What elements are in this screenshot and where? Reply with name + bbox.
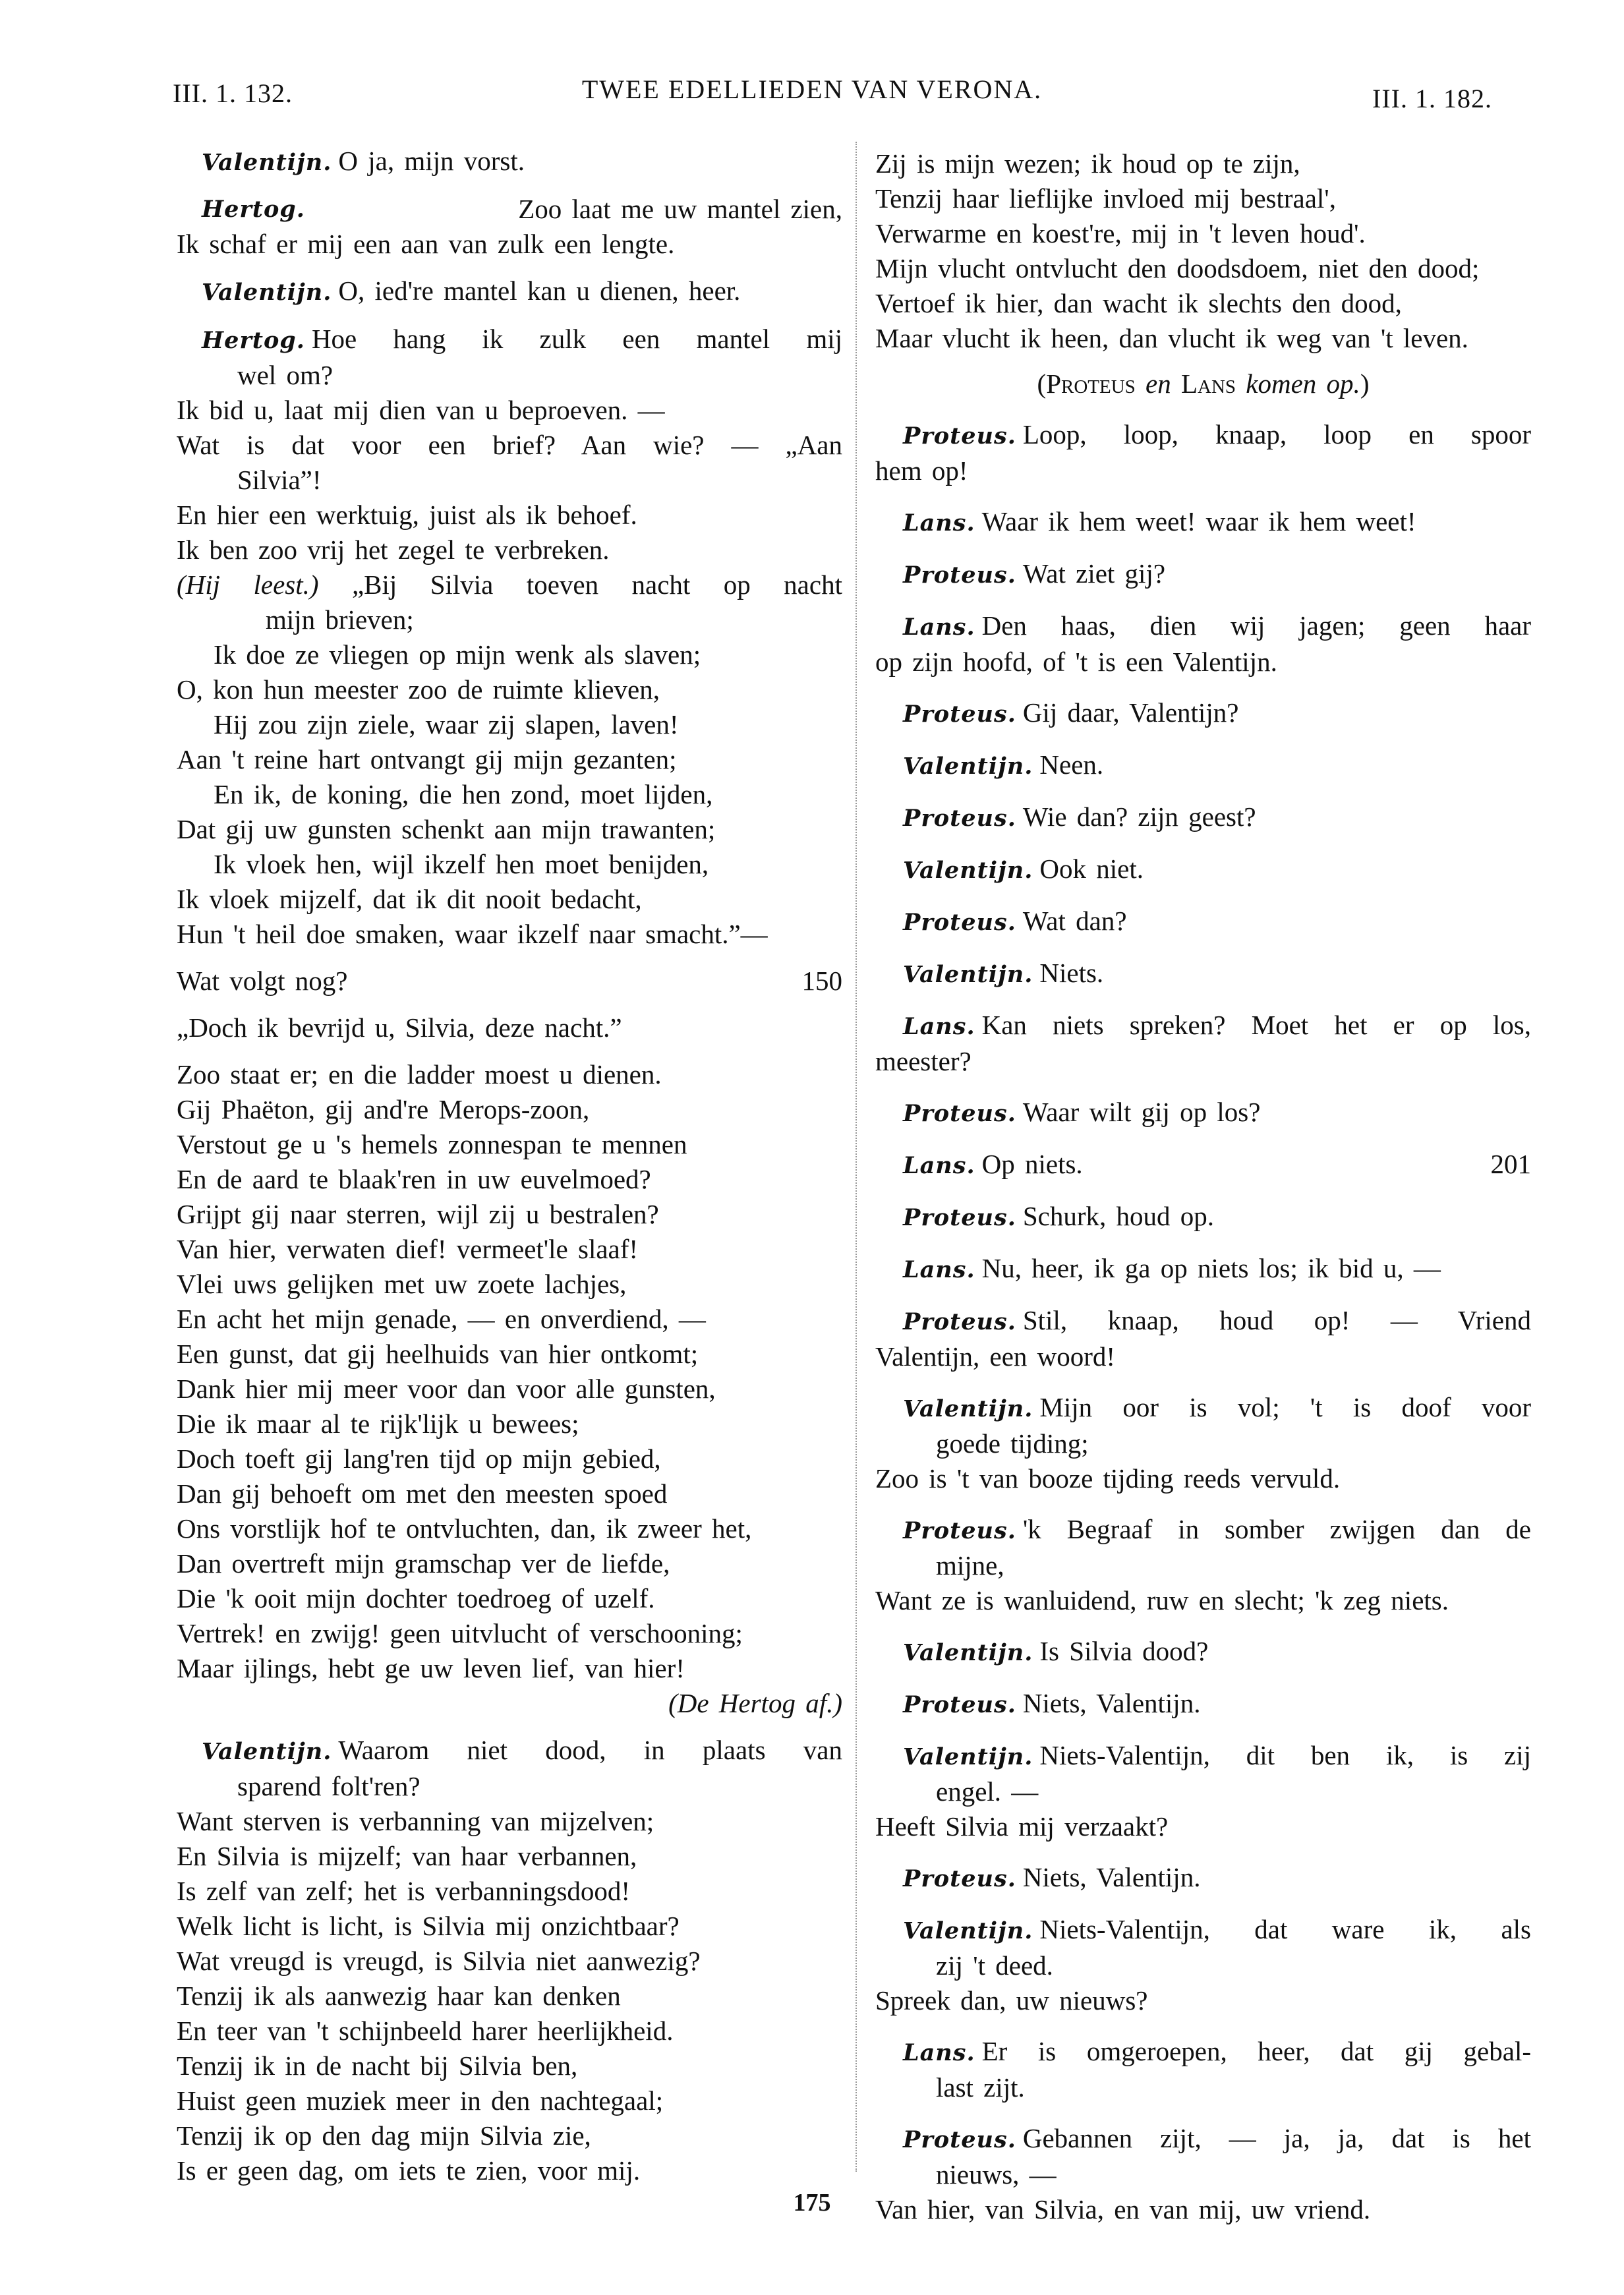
speaker-name: Proteus. — [903, 701, 1016, 728]
line-text: Neen. — [1039, 749, 1104, 780]
speech-line — [875, 1095, 1531, 1131]
line-text-part: „Bij Silvia toeven nacht op nacht — [318, 569, 842, 600]
header-act-scene-line-right: III. 1. 182. — [1372, 84, 1492, 113]
verse-line — [177, 1804, 842, 1839]
line-text: Is Silvia dood? — [1039, 1636, 1209, 1666]
verse-line — [875, 146, 1531, 181]
line-text: Want sterven is verbanning van mijzelven; — [177, 1806, 654, 1836]
line-text: Wat dan? — [1022, 906, 1127, 936]
speaker-name: Hertog. — [202, 196, 305, 223]
verse-line — [875, 1983, 1531, 2018]
column-divider — [856, 142, 857, 2172]
line-text: Is zelf van zelf; het is verbanningsdood! — [177, 1876, 631, 1906]
verse-line — [177, 1511, 842, 1546]
speech-line — [177, 274, 842, 310]
line-text: Heeft Silvia mij verzaakt? — [875, 1811, 1169, 1842]
line-text-part: ( — [1037, 368, 1047, 399]
line-text: O, kon hun meester zoo de ruimte klieven, — [177, 674, 660, 705]
line-text: nieuws, — — [936, 2159, 1057, 2190]
speech-line — [875, 1390, 1531, 1426]
line-text-part: komen op. — [1236, 368, 1360, 399]
line-text: Tenzij ik als aanwezig haar kan denken — [177, 1981, 621, 2011]
verse-line — [177, 1651, 842, 1686]
speaker-name: Valentijn. — [202, 1738, 332, 1765]
line-text: Grijpt gij naar sterren, wijl zij u bestralen? — [177, 1199, 659, 1229]
left-text-column — [177, 144, 842, 2188]
speech-line — [875, 1912, 1531, 1948]
verse-line — [875, 1044, 1531, 1079]
line-text: Hoe hang ik zulk een mantel mij — [311, 324, 842, 354]
verse-line — [177, 917, 842, 952]
line-text: Hun 't heil doe smaken, waar ikzelf naar smacht.”— — [177, 919, 768, 949]
line-text: Gij daar, Valentijn? — [1022, 697, 1239, 728]
line-text: mijn brieven; — [266, 604, 414, 635]
verse-line — [177, 1372, 842, 1407]
line-text: sparend folt'ren? — [237, 1771, 420, 1801]
speaker-name: Lans. — [903, 509, 975, 537]
line-text: Vlei uws gelijken met uw zoete lachjes, — [177, 1269, 627, 1299]
line-text: Ik schaf er mij een aan van zulk een lengte. — [177, 229, 675, 259]
line-text: Want ze is wanluidend, ruw en slecht; 'k zeg niets. — [875, 1585, 1449, 1615]
speech-line — [875, 799, 1531, 836]
right-text-column — [875, 146, 1531, 2227]
line-text: Van hier, van Silvia, en van mij, uw vriend. — [875, 2194, 1371, 2224]
line-text: zij 't deed. — [936, 1950, 1053, 1981]
line-text: (De Hertog af.) — [668, 1688, 842, 1718]
verse-line — [875, 2070, 1531, 2105]
verse-line — [177, 1769, 842, 1804]
line-text: Ik doe ze vliegen op mijn wenk als slaven; — [214, 639, 701, 670]
line-text: „Doch ik bevrijd u, Silvia, deze nacht.” — [177, 1012, 622, 1043]
line-text: meester? — [875, 1046, 972, 1076]
line-text: Is er geen dag, om iets te zien, voor mij. — [177, 2155, 641, 2186]
verse-line — [177, 2048, 842, 2083]
verse-line — [177, 1581, 842, 1616]
line-text: engel. — — [936, 1776, 1039, 1807]
speaker-name: Valentijn. — [903, 1639, 1033, 1666]
line-text: Loop, loop, knaap, loop en spoor — [1022, 419, 1531, 450]
line-text: Gebannen zijt, — ja, ja, dat is het — [1022, 2123, 1531, 2153]
line-text: Op niets. — [981, 1149, 1083, 1179]
speaker-name: Valentijn. — [202, 149, 332, 176]
verse-line — [875, 286, 1531, 321]
verse-line — [177, 393, 842, 428]
line-text: Die ik maar al te rijk'lijk u bewees; — [177, 1409, 579, 1439]
line-text: O ja, mijn vorst. — [338, 146, 525, 176]
line-text: mijne, — [936, 1550, 1004, 1581]
speech-line — [875, 1199, 1531, 1235]
line-text: Niets-Valentijn, dat ware ik, als — [1039, 1914, 1531, 1944]
speaker-name: Valentijn. — [903, 961, 1033, 988]
speaker-name: Lans. — [903, 1256, 975, 1283]
line-text: En acht het mijn genade, — en onverdiend, — — [177, 1304, 706, 1334]
line-text-part: Proteus — [1046, 368, 1136, 399]
verse-line — [177, 1162, 842, 1197]
verse-line — [177, 2153, 842, 2188]
verse-line — [177, 1337, 842, 1372]
verse-line — [177, 1476, 842, 1511]
speech-line — [875, 556, 1531, 593]
verse-line — [177, 1407, 842, 1441]
verse-line — [177, 1232, 842, 1267]
speaker-name: Lans. — [903, 2039, 975, 2066]
speaker-name: Valentijn. — [903, 753, 1033, 780]
verse-line — [177, 1057, 842, 1092]
verse-line — [875, 1548, 1531, 1583]
line-text: Een gunst, dat gij heelhuids van hier ontkomt; — [177, 1339, 699, 1369]
verse-line — [177, 812, 842, 847]
verse-line — [177, 1127, 842, 1162]
line-text: Maar ijlings, hebt ge uw leven lief, van hier! — [177, 1653, 685, 1683]
line-text: Ik bid u, laat mij dien van u beproeven. — — [177, 395, 665, 425]
verse-line — [177, 1839, 842, 1874]
line-text: Verwarme en koest're, mij in 't leven houd'. — [875, 218, 1366, 248]
verse-line — [875, 321, 1531, 356]
line-text: Aan 't reine hart ontvangt gij mijn gezanten; — [177, 744, 677, 774]
speaker-name: Proteus. — [903, 1204, 1016, 1231]
verse-line — [177, 567, 842, 602]
line-text: Spreek dan, uw nieuws? — [875, 1985, 1148, 2016]
speech-line — [875, 1008, 1531, 1044]
stage-direction — [875, 366, 1531, 401]
line-text: Zoo is 't van booze tijding reeds vervuld. — [875, 1463, 1341, 1494]
speech-line — [177, 1733, 842, 1769]
line-text: hem op! — [875, 455, 968, 486]
page-number: 175 — [793, 2189, 831, 2217]
speech-line — [875, 608, 1531, 645]
verse-line — [177, 2118, 842, 2153]
line-text: Hij zou zijn ziele, waar zij slapen, laven! — [214, 709, 679, 740]
line-text: En hier een werktuig, juist als ik behoef. — [177, 500, 637, 530]
verse-line — [177, 1874, 842, 1909]
line-text: Nu, heer, ik ga op niets los; ik bid u, — — [981, 1253, 1441, 1283]
speaker-name: Proteus. — [903, 1517, 1016, 1544]
line-text: Ik ben zoo vrij het zegel te verbreken. — [177, 535, 610, 565]
verse-line — [875, 1809, 1531, 1844]
speaker-name: Hertog. — [202, 327, 305, 354]
line-text: Van hier, verwaten dief! vermeet'le slaaf! — [177, 1234, 639, 1264]
line-text: Niets-Valentijn, dit ben ik, is zij — [1039, 1740, 1531, 1770]
verse-line — [177, 707, 842, 742]
verse-line — [177, 227, 842, 262]
verse-line — [875, 181, 1531, 216]
verse-line — [177, 602, 842, 637]
verse-line — [177, 847, 842, 882]
line-text: Wat volgt nog? — [177, 966, 348, 996]
line-text: Mijn oor is vol; 't is doof voor — [1039, 1392, 1531, 1422]
line-text: Dan gij behoeft om met den meesten spoed — [177, 1478, 668, 1509]
line-text: Dan overtreft mijn gramschap ver de liefde, — [177, 1548, 670, 1579]
line-text: Zoo laat me uw mantel zien, — [518, 194, 842, 224]
speech-line — [875, 1147, 1531, 1183]
line-text: op zijn hoofd, of 't is een Valentijn. — [875, 647, 1277, 677]
speaker-name: Proteus. — [903, 422, 1016, 450]
verse-line — [177, 1197, 842, 1232]
verse-line — [177, 882, 842, 917]
line-text: goede tijding; — [936, 1428, 1089, 1459]
speech-line — [875, 852, 1531, 888]
verse-line — [875, 1426, 1531, 1461]
speech-line — [875, 956, 1531, 992]
speaker-name: Valentijn. — [903, 1395, 1033, 1422]
verse-line — [875, 1774, 1531, 1809]
line-text: Wie dan? zijn geest? — [1022, 801, 1256, 832]
line-text: En teer van 't schijnbeeld harer heerlijkheid. — [177, 2016, 674, 2046]
verse-line — [177, 1944, 842, 1979]
line-text: Tenzij ik in de nacht bij Silvia ben, — [177, 2050, 578, 2081]
speech-line — [875, 504, 1531, 540]
verse-line — [177, 428, 842, 463]
line-text: Tenzij ik op den dag mijn Silvia zie, — [177, 2120, 591, 2151]
line-text: Zij is mijn wezen; ik houd op te zijn, — [875, 148, 1300, 179]
speaker-name: Lans. — [903, 614, 975, 641]
line-text: Niets. — [1039, 958, 1104, 988]
line-text: Dank hier mij meer voor dan voor alle gunsten, — [177, 1374, 716, 1404]
line-text: Wat ziet gij? — [1022, 558, 1166, 589]
speaker-name: Lans. — [903, 1013, 975, 1040]
line-text: Zoo staat er; en die ladder moest u dienen. — [177, 1059, 662, 1089]
verse-line — [177, 1909, 842, 1944]
verse-line — [177, 1979, 842, 2014]
line-text: Ik vloek mijzelf, dat ik dit nooit bedacht, — [177, 884, 642, 914]
line-text: Stil, knaap, houd op! — Vriend — [1022, 1305, 1531, 1335]
speech-line — [875, 904, 1531, 940]
verse-line — [177, 672, 842, 707]
line-text: Tenzij haar lieflijke invloed mij bestraal', — [875, 183, 1336, 214]
line-text: Maar vlucht ik heen, dan vlucht ik weg van 't leven. — [875, 323, 1468, 353]
line-text: Valentijn, een woord! — [875, 1341, 1116, 1372]
verse-line — [875, 453, 1531, 488]
line-text: En Silvia is mijzelf; van haar verbannen, — [177, 1841, 637, 1871]
speaker-name: Proteus. — [903, 805, 1016, 832]
line-text-part: ) — [1360, 368, 1370, 399]
verse-line — [177, 1302, 842, 1337]
line-text-part: en — [1135, 368, 1181, 399]
line-text: Waar wilt gij op los? — [1022, 1097, 1261, 1127]
speaker-name: Valentijn. — [202, 279, 332, 306]
speaker-name: Proteus. — [903, 1691, 1016, 1718]
line-text: Dat gij uw gunsten schenkt aan mijn trawanten; — [177, 814, 716, 844]
speech-line — [177, 322, 842, 358]
line-text-part: Lans — [1180, 368, 1236, 399]
line-text: Huist geen muziek meer in den nachtegaal; — [177, 2085, 664, 2116]
verse-line — [177, 2083, 842, 2118]
speaker-name: Proteus. — [903, 562, 1016, 589]
line-text: Schurk, houd op. — [1022, 1201, 1215, 1231]
verse-line — [875, 2157, 1531, 2192]
line-text-part: (Hij leest.) — [177, 569, 319, 600]
speaker-name: Valentijn. — [903, 1743, 1033, 1770]
verse-line — [177, 1616, 842, 1651]
line-text: Gij Phaëton, gij and're Merops-zoon, — [177, 1094, 590, 1124]
speech-line — [875, 1860, 1531, 1896]
speaker-name: Proteus. — [903, 1308, 1016, 1335]
verse-line — [875, 1948, 1531, 1983]
line-text: Wat vreugd is vreugd, is Silvia niet aanwezig? — [177, 1946, 701, 1976]
line-text: En ik, de koning, die hen zond, moet lijden, — [214, 779, 713, 809]
verse-line — [875, 1339, 1531, 1374]
speech-line — [875, 1738, 1531, 1774]
running-title: TWEE EDELLIEDEN VAN VERONA. — [581, 74, 1043, 104]
speech-line — [875, 417, 1531, 453]
line-text: Doch toeft gij lang'ren tijd op mijn gebied, — [177, 1443, 661, 1474]
speaker-name: Valentijn. — [903, 857, 1033, 884]
verse-line — [177, 964, 842, 999]
line-text: Vertoef ik hier, dan wacht ik slechts den dood, — [875, 288, 1402, 318]
verse-line — [875, 1461, 1531, 1496]
line-text: O, ied're mantel kan u dienen, heer. — [338, 276, 741, 306]
line-text: En de aard te blaak'ren in uw euvelmoed? — [177, 1164, 651, 1194]
line-text: Niets, Valentijn. — [1022, 1688, 1201, 1718]
line-text: Ik vloek hen, wijl ikzelf hen moet benijden, — [214, 849, 709, 879]
speech-line — [875, 747, 1531, 784]
verse-line — [875, 1583, 1531, 1618]
verse-line — [177, 2014, 842, 2048]
line-text: Kan niets spreken? Moet het er op los, — [981, 1010, 1531, 1040]
verse-line — [875, 645, 1531, 680]
verse-line — [177, 777, 842, 812]
speech-line — [177, 144, 842, 180]
speech-line — [875, 1303, 1531, 1339]
stage-direction — [177, 1686, 842, 1721]
verse-line — [177, 463, 842, 498]
line-number: 201 — [1490, 1149, 1531, 1179]
line-text: Waar ik hem weet! waar ik hem weet! — [981, 506, 1416, 537]
header-act-scene-line-left: III. 1. 132. — [173, 78, 293, 108]
speech-line — [875, 695, 1531, 732]
speaker-name: Lans. — [903, 1152, 975, 1179]
line-number: 150 — [801, 966, 842, 996]
line-text: last zijt. — [936, 2072, 1025, 2103]
verse-line — [177, 498, 842, 533]
line-text: Ook niet. — [1039, 854, 1144, 884]
speech-line — [875, 2034, 1531, 2070]
speaker-name: Proteus. — [903, 2126, 1016, 2153]
speech-line — [875, 2121, 1531, 2157]
speaker-name: Proteus. — [903, 1100, 1016, 1127]
speech-line — [875, 1512, 1531, 1548]
line-text: Vertrek! en zwijg! geen uitvlucht of verschooning; — [177, 1618, 743, 1648]
line-text: Silvia”! — [237, 465, 322, 495]
verse-line — [177, 1010, 842, 1045]
speaker-name: Proteus. — [903, 909, 1016, 936]
verse-line — [177, 1267, 842, 1302]
verse-line — [177, 1092, 842, 1127]
line-text: Den haas, dien wij jagen; geen haar — [981, 610, 1531, 641]
line-text: Waarom niet dood, in plaats van — [338, 1735, 842, 1765]
speaker-name: Proteus. — [903, 1865, 1016, 1892]
verse-line — [177, 358, 842, 393]
speaker-name: Valentijn. — [903, 1917, 1033, 1944]
verse-line — [177, 1546, 842, 1581]
verse-line — [177, 1441, 842, 1476]
line-text: Niets, Valentijn. — [1022, 1862, 1201, 1892]
verse-line — [875, 251, 1531, 286]
line-text: wel om? — [237, 360, 334, 390]
speech-line — [875, 1251, 1531, 1287]
line-text: Wat is dat voor een brief? Aan wie? — „Aan — [177, 430, 842, 460]
verse-line — [875, 216, 1531, 251]
speech-line — [875, 1634, 1531, 1670]
verse-line — [177, 533, 842, 567]
line-text: Mijn vlucht ontvlucht den doodsdoem, niet den dood; — [875, 253, 1480, 283]
line-text: Verstout ge u 's hemels zonnespan te mennen — [177, 1129, 687, 1159]
line-text: Die 'k ooit mijn dochter toedroeg of uzelf. — [177, 1583, 655, 1613]
speech-line — [875, 1686, 1531, 1722]
line-text: Welk licht is licht, is Silvia mij onzichtbaar? — [177, 1911, 680, 1941]
verse-line — [177, 742, 842, 777]
line-text: 'k Begraaf in somber zwijgen dan de — [1022, 1514, 1531, 1544]
line-text: Ons vorstlijk hof te ontvluchten, dan, ik zweer het, — [177, 1513, 752, 1544]
verse-line — [177, 637, 842, 672]
line-text: Er is omgeroepen, heer, dat gij gebal- — [981, 2036, 1531, 2066]
speech-line — [177, 192, 842, 227]
